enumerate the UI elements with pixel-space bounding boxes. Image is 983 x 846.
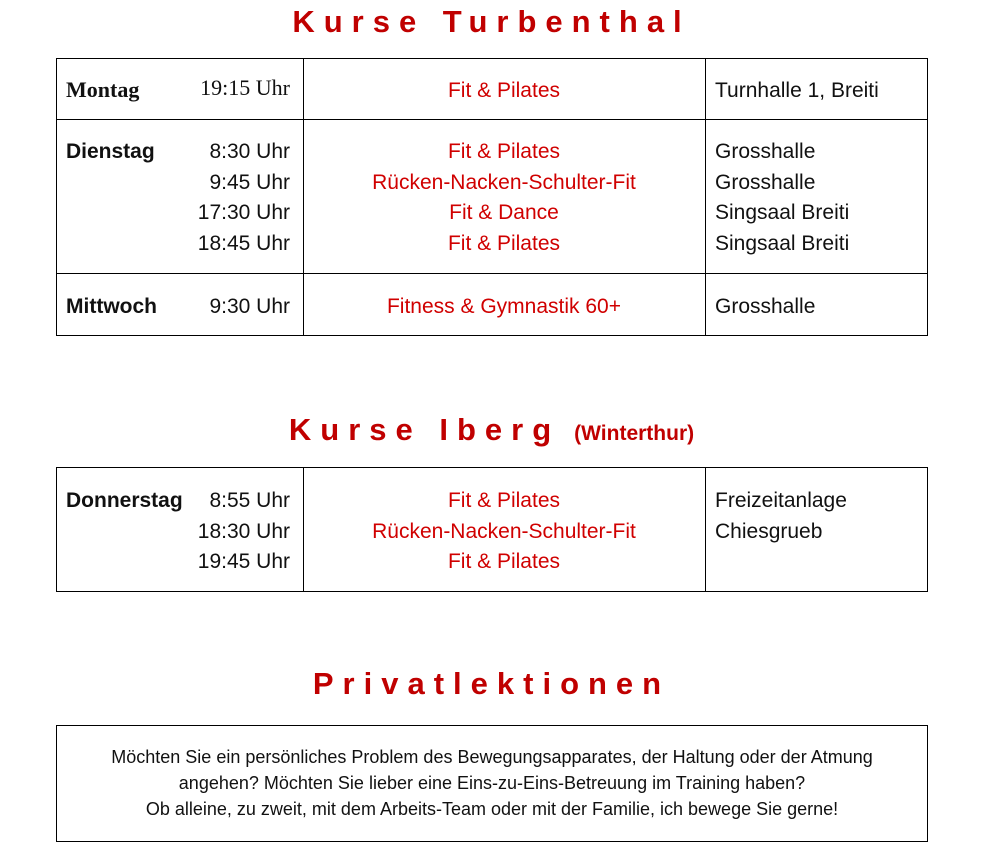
privat-box — [56, 725, 928, 842]
privat-heading: Privatlektionen — [312, 666, 671, 701]
iberg-table — [56, 467, 928, 592]
row-divider — [57, 273, 927, 274]
turbenthal-table — [56, 58, 928, 336]
row-divider — [57, 119, 927, 120]
iberg-subtitle: (Winterthur) — [574, 422, 695, 445]
time-text: 18:30 Uhr — [197, 519, 290, 543]
time-text: 8:30 Uhr — [209, 140, 290, 163]
place-name: Grosshalle — [715, 140, 816, 163]
turbenthal-heading: Kurse Turbenthal — [292, 4, 691, 39]
privat-line: Möchten Sie ein persönliches Problem des Bewegungsapparates, der Haltung oder der Atmung — [111, 747, 873, 767]
time-text: 19:45 Uhr — [197, 550, 290, 573]
column-divider — [705, 59, 706, 335]
course-name: Fit & Pilates — [447, 550, 561, 573]
time-text: 18:45 Uhr — [197, 231, 290, 255]
iberg-heading — [0, 412, 983, 448]
course-name: Fit & Dance — [449, 201, 559, 224]
day-label: Mittwoch — [66, 295, 157, 318]
day-label: Dienstag — [66, 140, 155, 163]
place-name: Grosshalle — [715, 170, 816, 194]
course-name: Fitness & Gymnastik 60+ — [386, 295, 621, 318]
time-text: 9:45 Uhr — [209, 170, 290, 194]
course-name: Fit & Pilates — [447, 231, 561, 255]
time-text: 19:15 Uhr — [200, 75, 290, 100]
column-divider — [705, 468, 706, 591]
course-name: Rücken-Nacken-Schulter-Fit — [372, 170, 636, 194]
place-name: Singsaal Breiti — [715, 201, 850, 224]
course-name: Fit & Pilates — [447, 140, 561, 163]
iberg-title: Kurse Iberg — [288, 412, 561, 447]
time-text: 9:30 Uhr — [209, 295, 290, 318]
place-name: Chiesgrueb — [715, 519, 823, 543]
day-label: Donnerstag — [66, 489, 183, 512]
privat-text — [57, 744, 927, 822]
privat-line: Ob alleine, zu zweit, mit dem Arbeits-Team oder mit der Familie, ich bewege Sie gerne! — [145, 799, 839, 819]
privat-line: angehen? Möchten Sie lieber eine Eins-zu-Eins-Betreuung im Training haben? — [178, 773, 806, 793]
place-name: Turnhalle 1, Breiti — [715, 79, 879, 102]
place-name: Freizeitanlage — [715, 489, 847, 512]
course-name: Rücken-Nacken-Schulter-Fit — [372, 519, 636, 543]
time-text: 8:55 Uhr — [209, 489, 290, 512]
place-name: Singsaal Breiti — [715, 231, 850, 255]
day-label: Montag — [66, 77, 140, 102]
course-name: Fit & Pilates — [447, 489, 561, 512]
place-name: Grosshalle — [715, 295, 816, 318]
course-name: Fit & Pilates — [447, 79, 561, 102]
time-text: 17:30 Uhr — [197, 201, 290, 224]
